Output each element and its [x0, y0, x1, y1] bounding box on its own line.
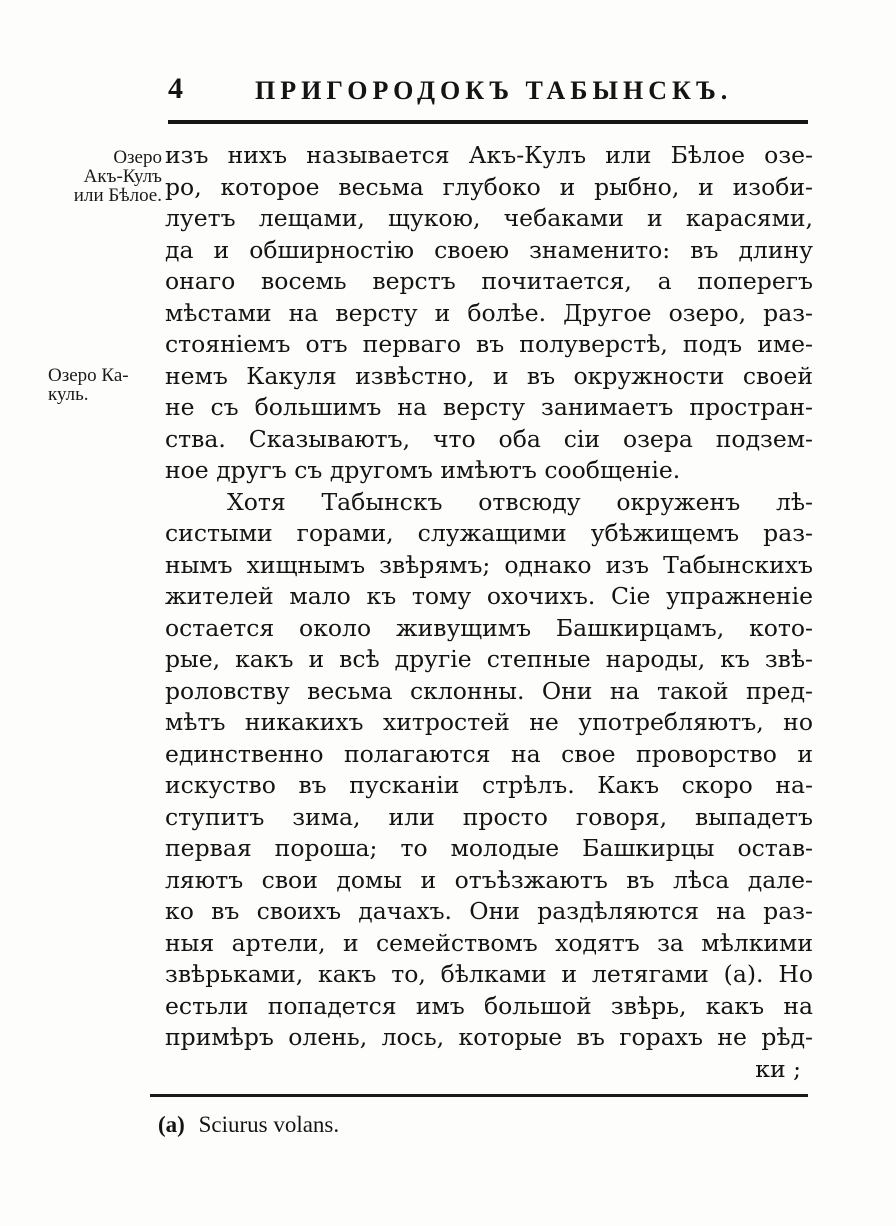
text-line: Хотя Табынскъ отвсюду окруженъ лѣ-	[227, 487, 813, 516]
text-line: ства. Сказываютъ, что оба сіи озера подзем-	[165, 424, 813, 453]
margin-note-ak-kul: Озеро Акъ-Кулъ или Бѣлое.	[73, 147, 162, 206]
text-line: ро, которое весьма глубоко и рыбно, и изоби-	[165, 172, 813, 201]
text-line: мѣтъ никакихъ хитростей не употребляютъ, но	[165, 708, 813, 736]
text-line: мѣстами на версту и болѣе. Другое озеро, раз-	[165, 298, 813, 327]
text-line: рые, какъ и всѣ другіе степные народы, къ звѣ-	[165, 645, 813, 673]
text-line: остается около живущимъ Башкирцамъ, кото-	[165, 613, 813, 642]
text-line: ко въ своихъ дачахъ. Они раздѣляются на раз-	[165, 897, 813, 925]
catchword: ки ;	[755, 1054, 801, 1083]
header-rule	[168, 120, 808, 124]
text-line: ныя артели, и семействомъ ходятъ за мѣлкими	[165, 928, 813, 957]
text-line: естьли попадется имъ большой звѣрь, какъ на	[165, 991, 813, 1020]
page-title: ПРИГОРОДОКЪ ТАБЫНСКЪ.	[255, 76, 733, 105]
text-line: изъ нихъ называется Акъ-Кулъ или Бѣлое озе-	[165, 141, 813, 169]
footnote-text: Sciurus volans.	[198, 1112, 340, 1137]
footnote-marker: (a)	[158, 1112, 185, 1137]
footnote-rule	[150, 1094, 808, 1097]
text-line: не съ большимъ на версту занимаетъ простран-	[165, 393, 813, 421]
text-line: искуство въ пусканіи стрѣлъ. Какъ скоро на-	[165, 771, 813, 799]
margin-note-kakul: Озеро Ка- куль.	[48, 365, 129, 405]
page-number: 4	[168, 72, 183, 105]
text-line: стояніемъ отъ перваго въ полуверстѣ, подъ име-	[165, 330, 813, 358]
text-line: онаго восемь верстъ почитается, а поперегъ	[165, 267, 813, 295]
footnote	[158, 1112, 339, 1138]
text-line: единственно полагаются на свое проворство и	[165, 739, 813, 768]
text-line: немъ Какуля извѣстно, и въ окружности своей	[165, 361, 813, 390]
body-text	[165, 140, 813, 1085]
text-line: систыми горами, служащими убѣжищемъ раз-	[165, 519, 813, 547]
text-line: первая пороша; то молодые Башкирцы остав-	[165, 834, 813, 862]
text-line: примѣръ олень, лось, которые въ горахъ не рѣд-	[165, 1023, 813, 1051]
text-line: звѣрьками, какъ то, бѣлками и летягами (а). Но	[165, 960, 813, 988]
text-line: роловству весьма склонны. Они на такой пред-	[165, 676, 813, 705]
running-head	[160, 72, 810, 112]
text-line: жителей мало къ тому охочихъ. Сіе упражненіе	[165, 582, 813, 610]
text-line: ляютъ свои домы и отъѣзжаютъ въ лѣса дале-	[165, 865, 813, 894]
text-line: луетъ лещами, щукою, чебаками и карасями,	[165, 204, 813, 232]
text-line: нымъ хищнымъ звѣрямъ; однако изъ Табынскихъ	[165, 550, 813, 579]
text-line: ступитъ зима, или просто говоря, выпадетъ	[165, 802, 813, 831]
text-line: ное другъ съ другомъ имѣютъ сообщеніе.	[165, 456, 681, 484]
text-line: да и обширностію своею знаменито: въ длину	[165, 235, 813, 264]
